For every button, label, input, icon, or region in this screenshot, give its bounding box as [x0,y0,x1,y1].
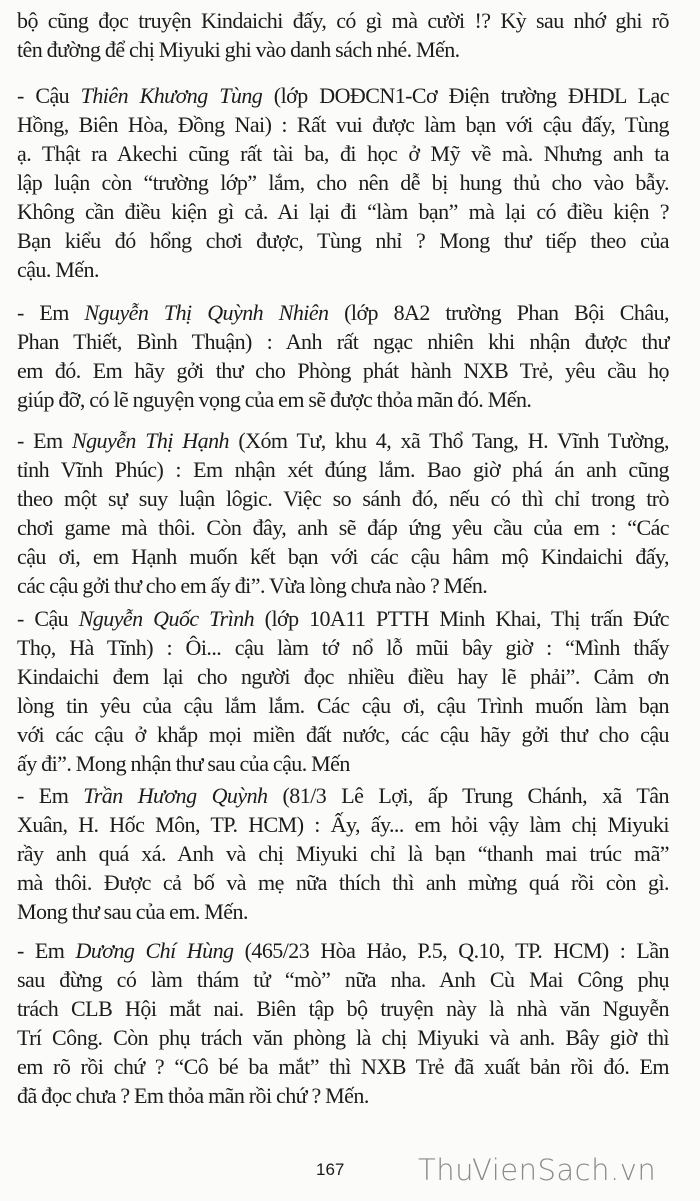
text-line: ấy đi”. Mong nhận thư sau của cậu. Mến [17,751,350,776]
text-line: chơi game mà thôi. Còn đây, anh sẽ đáp ứng yêu cầu của em : “Các [17,515,669,540]
text-line: em rõ rồi chứ ? “Cô bé ba mắt” thì NXB Trẻ đã xuất bản rồi đó. Em [17,1054,669,1079]
text-line: trách CLB Hội mắt nai. Biên tập bộ truyện này là nhà văn Nguyễn [17,996,669,1021]
reader-name: Trần Hương Quỳnh [83,783,268,808]
reader-address: (81/3 Lê Lợi, ấp Trung Chánh, xã Tân [267,783,669,808]
reply-paragraph-duong-chi-hung [17,936,669,1110]
text-line: tên đường để chị Miyuki ghi vào danh sách nhé. Mến. [17,37,460,62]
page-number: 167 [316,1160,345,1179]
reply-paragraph-tran-huong-quynh [17,781,669,926]
reader-name: Thiên Khương Tùng [80,83,263,108]
text-line [17,81,669,110]
reply-paragraph-nguyen-thi-hanh [17,426,669,600]
text-line: sau đừng có làm thám tử “mò” nữa nha. Anh Cù Mai Công phụ [17,967,669,992]
text-line: giúp đỡ, có lẽ nguyện vọng của em sẽ được thỏa mãn đó. Mến. [17,387,532,412]
text-line: lòng tin yêu của cậu lắm lắm. Các cậu ơi, cậu Trình muốn làm bạn [17,693,669,718]
text-line: Xuân, H. Hốc Môn, TP. HCM) : Ấy, ấy... em hỏi vậy làm chị Miyuki [17,812,669,837]
reply-prefix: - Cậu [17,83,81,108]
text-line: lập luận còn “trường lớp” lắm, cho nên dễ bị hung thủ cho vào bẫy. [17,170,669,195]
reply-prefix: - Em [17,938,76,963]
text-line: theo một sự suy luận lôgic. Việc so sánh đó, nếu có thì chỉ trong trò [17,486,669,511]
reply-paragraph-thien-khuong-tung [17,81,669,284]
text-line: Không cần điều kiện gì cả. Ai lại đi “làm bạn” mà lại có điều kiện ? [17,199,669,224]
reader-name: Nguyễn Thị Quỳnh Nhiên [84,300,329,325]
text-line: Kindaichi đem lại cho người đọc nhiều điều hay lẽ phải”. Cảm ơn [17,664,669,689]
text-line: mà thôi. Được cả bố và mẹ nữa thích thì anh mừng quá rồi còn gì. [17,870,669,895]
reader-address: (465/23 Hòa Hảo, P.5, Q.10, TP. HCM) : Lần [233,938,669,963]
text-line: Hồng, Biên Hòa, Đồng Nai) : Rất vui được làm bạn với cậu đấy, Tùng [17,112,669,137]
text-line: ạ. Thật ra Akechi cũng rất tài ba, đi học ở Mỹ về mà. Nhưng anh ta [17,141,669,166]
text-line: đã đọc chưa ? Em thỏa mãn rồi chứ ? Mến. [17,1083,369,1108]
text-line: cậu. Mến. [17,257,99,282]
reader-name: Nguyễn Thị Hạnh [71,428,229,453]
reply-prefix: - Em [17,783,84,808]
text-line: Thọ, Hà Tĩnh) : Ôi... cậu làm tớ nổ lỗ mũi bây giờ : “Mình thấy [17,635,669,660]
text-line: Phan Thiết, Bình Thuận) : Anh rất ngạc nhiên khi nhận được thư [17,329,669,354]
reader-name: Nguyễn Quốc Trình [78,606,255,631]
reader-address: (Xóm Tư, khu 4, xã Thổ Tang, H. Vĩnh Tường, [229,428,669,453]
text-line [17,781,669,810]
text-line [17,936,669,965]
text-line: Mong thư sau của em. Mến. [17,899,248,924]
text-line: các cậu gởi thư cho em ấy đi”. Vừa lòng chưa nào ? Mến. [17,573,488,598]
text-line: tỉnh Vĩnh Phúc) : Em nhận xét đúng lắm. Bao giờ phá án anh cũng [17,457,669,482]
reply-paragraph-quynh-nhien [17,298,669,414]
reader-name: Dương Chí Hùng [75,938,234,963]
reader-address: (lớp 10A11 PTTH Minh Khai, Thị trấn Đức [254,606,669,631]
text-line: em đó. Em hãy gởi thư cho Phòng phát hành NXB Trẻ, yêu cầu họ [17,358,669,383]
text-line: Trí Công. Còn phụ trách văn phòng là chị Miyuki và anh. Bây giờ thì [17,1025,669,1050]
text-line [17,298,669,327]
text-line [17,426,669,455]
watermark-logo: ThuVienSach.vn [418,1153,657,1187]
paragraph-continuation [17,6,669,64]
reply-prefix: - Cậu [17,606,79,631]
reply-paragraph-nguyen-quoc-trinh [17,604,669,778]
text-line: bộ cũng đọc truyện Kindaichi đấy, có gì mà cười !? Kỳ sau nhớ ghi rõ [17,8,669,33]
reader-address: (lớp 8A2 trường Phan Bội Châu, [328,300,669,325]
text-line: Bạn kiểu đó hổng chơi được, Tùng nhỉ ? Mong thư tiếp theo của [17,228,669,253]
reply-prefix: - Em [17,428,72,453]
text-line: cậu ơi, em Hạnh muốn kết bạn với các cậu hâm mộ Kindaichi đấy, [17,544,669,569]
text-line: với các cậu ở khắp mọi miền đất nước, các cậu hãy gởi thư cho cậu [17,722,669,747]
text-line: rầy anh quá xá. Anh và chị Miyuki chỉ là bạn “thanh mai trúc mã” [17,841,669,866]
text-line [17,604,669,633]
reply-prefix: - Em [17,300,85,325]
reader-address: (lớp DOĐCN1-Cơ Điện trường ĐHDL Lạc [262,83,669,108]
